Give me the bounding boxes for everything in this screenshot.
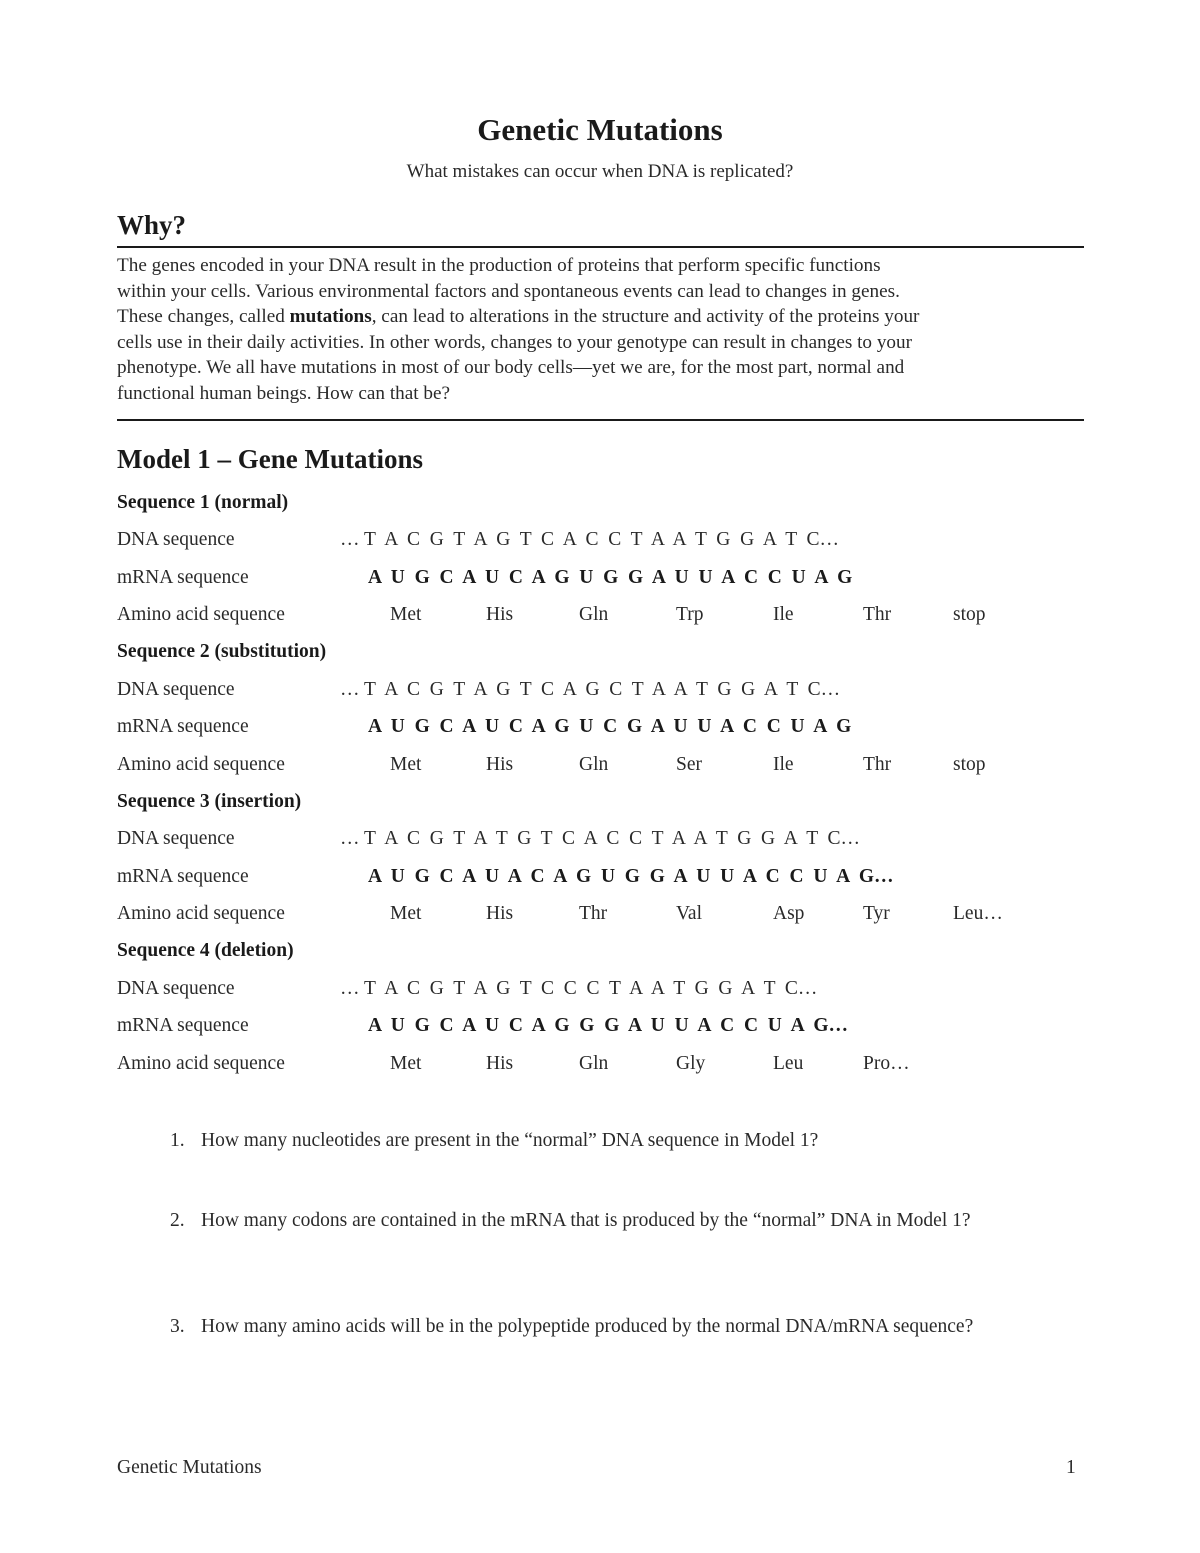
amino-acid: Leu… [953, 903, 1003, 924]
amino-acid: Gly [676, 1053, 706, 1074]
sequence-3-title: Sequence 3 (insertion) [117, 791, 302, 812]
mrna-label: mRNA sequence [117, 1015, 249, 1036]
question-text: How many nucleotides are present in the “normal” DNA sequence in Model 1? [201, 1130, 819, 1151]
amino-acid: Ser [676, 754, 702, 775]
amino-acid: His [486, 1053, 514, 1074]
mrna-label: mRNA sequence [117, 567, 249, 588]
why-line-2: within your cells. Various environmental factors and spontaneous events can lead to changes in genes. [117, 280, 900, 302]
aa-label: Amino acid sequence [117, 1053, 285, 1074]
amino-acid: His [486, 604, 514, 625]
question-number: 2. [170, 1210, 185, 1231]
why-line-5: phenotype. We all have mutations in most of our body cells—yet we are, for the most part, normal and [117, 357, 905, 379]
page-title: Genetic Mutations [477, 112, 723, 147]
aa-label: Amino acid sequence [117, 903, 285, 924]
page-subtitle: What mistakes can occur when DNA is replicated? [406, 161, 794, 182]
amino-acid: Thr [863, 754, 892, 775]
mrna-label: mRNA sequence [117, 866, 249, 887]
why-line-4: cells use in their daily activities. In other words, changes to your genotype can result in changes to your [117, 331, 912, 353]
dna-label: DNA sequence [117, 679, 235, 700]
sequence-2-title: Sequence 2 (substitution) [117, 641, 327, 662]
sequence-2-dna: … T A C G T A G T C A G C T A A T G G A T C… [340, 679, 841, 700]
question-number: 3. [170, 1316, 185, 1337]
amino-acid: Val [676, 903, 702, 924]
amino-acid: Gln [579, 1053, 609, 1074]
mutations-term: mutations [289, 306, 372, 328]
why-paragraph [117, 253, 1077, 407]
sequence-3-mrna: A U G C A U A C A G U G G A U U A C C U A G… [368, 866, 894, 887]
amino-acid: Met [390, 903, 422, 924]
aa-label: Amino acid sequence [117, 754, 285, 775]
amino-acid: stop [953, 754, 986, 775]
why-heading: Why? [117, 210, 187, 240]
amino-acid: Thr [863, 604, 892, 625]
question-text: How many amino acids will be in the polypeptide produced by the normal DNA/mRNA sequence? [201, 1316, 974, 1337]
why-bottom-rule [117, 419, 1084, 421]
amino-acid: Met [390, 754, 422, 775]
sequence-4-dna: … T A C G T A G T C C C T A A T G G A T C… [340, 978, 818, 999]
amino-acid: Met [390, 604, 422, 625]
sequence-1-title: Sequence 1 (normal) [117, 492, 289, 513]
amino-acid: Leu [773, 1053, 804, 1074]
amino-acid: Trp [676, 604, 704, 625]
page-number: 1 [1066, 1457, 1076, 1478]
sequence-2-mrna: A U G C A U C A G U C G A U U A C C U A G [368, 716, 852, 737]
amino-acid: Ile [773, 754, 794, 775]
amino-acid: stop [953, 604, 986, 625]
mrna-label: mRNA sequence [117, 716, 249, 737]
amino-acid: Gln [579, 754, 609, 775]
why-line-3: These changes, called mutations, can lead to alterations in the structure and activity of the proteins your [117, 306, 920, 328]
amino-acid: Tyr [863, 903, 890, 924]
amino-acid: Asp [773, 903, 805, 924]
aa-label: Amino acid sequence [117, 604, 285, 625]
why-top-rule [117, 246, 1084, 248]
amino-acid: His [486, 903, 514, 924]
amino-acid: Gln [579, 604, 609, 625]
amino-acid: Met [390, 1053, 422, 1074]
dna-label: DNA sequence [117, 978, 235, 999]
sequence-4-title: Sequence 4 (deletion) [117, 940, 294, 961]
question-text: How many codons are contained in the mRNA that is produced by the “normal” DNA in Model 1? [201, 1210, 971, 1231]
sequence-1-mrna: A U G C A U C A G U G G A U U A C C U A G [368, 567, 853, 588]
dna-label: DNA sequence [117, 828, 235, 849]
amino-acid: His [486, 754, 514, 775]
amino-acid: Ile [773, 604, 794, 625]
sequence-3-dna: … T A C G T A T G T C A C C T A A T G G A T C… [340, 828, 861, 849]
sequence-1-dna: … T A C G T A G T C A C C T A A T G G A T C… [340, 529, 840, 550]
sequence-4-mrna: A U G C A U C A G G G A U U A C C U A G… [368, 1015, 848, 1036]
amino-acid: Pro… [863, 1053, 910, 1074]
model-heading: Model 1 – Gene Mutations [117, 444, 423, 474]
why-line-6: functional human beings. How can that be? [117, 382, 451, 404]
footer-title: Genetic Mutations [117, 1457, 262, 1478]
amino-acid: Thr [579, 903, 608, 924]
why-line-1: The genes encoded in your DNA result in the production of proteins that perform specific functions [117, 255, 881, 276]
question-number: 1. [170, 1130, 185, 1151]
dna-label: DNA sequence [117, 529, 235, 550]
